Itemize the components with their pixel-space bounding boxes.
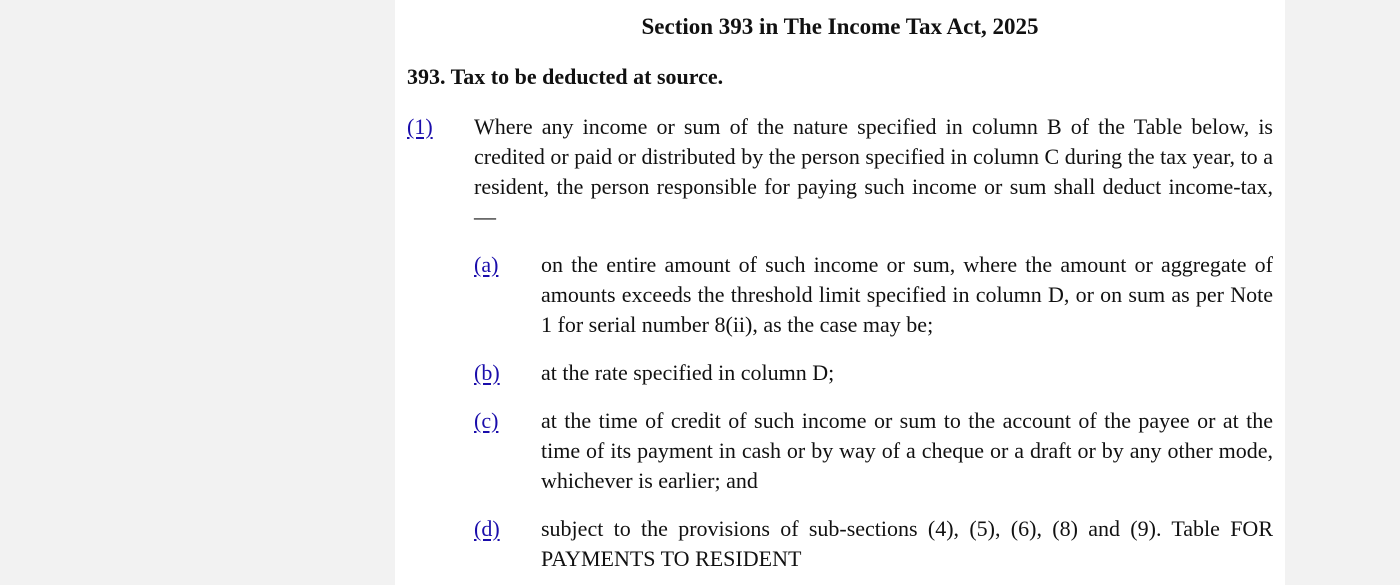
- page-title: Section 393 in The Income Tax Act, 2025: [641, 14, 1039, 39]
- subsection-1-text: Where any income or sum of the nature specified in column B of the Table below, is credited or paid or distributed by the person specified in column C during the tax year, to a resident, the person responsible for paying such income or sum shall deduct income-tax,—: [474, 114, 1273, 229]
- clause-d-text: subject to the provisions of sub-sections (4), (5), (6), (8) and (9). Table FOR PAYMENTS TO RESIDENT: [541, 516, 1273, 571]
- clause-b-text: at the rate specified in column D;: [541, 360, 835, 385]
- section-heading: 393. Tax to be deducted at source.: [407, 64, 724, 89]
- clause-a-link[interactable]: (a): [474, 252, 499, 277]
- clause-a-text: on the entire amount of such income or sum, where the amount or aggregate of amounts exceeds the threshold limit specified in column D, or on sum as per Note 1 for serial number 8(ii), as the case may be;: [541, 252, 1273, 337]
- clause-c-text: at the time of credit of such income or sum to the account of the payee or at the time of its payment in cash or by way of a cheque or a draft or by any other mode, whichever is earlier; and: [541, 408, 1273, 493]
- document-page: [395, 0, 1285, 585]
- clause-c-link[interactable]: (c): [474, 408, 499, 433]
- clause-b-link[interactable]: (b): [474, 360, 500, 385]
- subsection-1-link[interactable]: (1): [407, 114, 433, 139]
- clause-d-link[interactable]: (d): [474, 516, 500, 541]
